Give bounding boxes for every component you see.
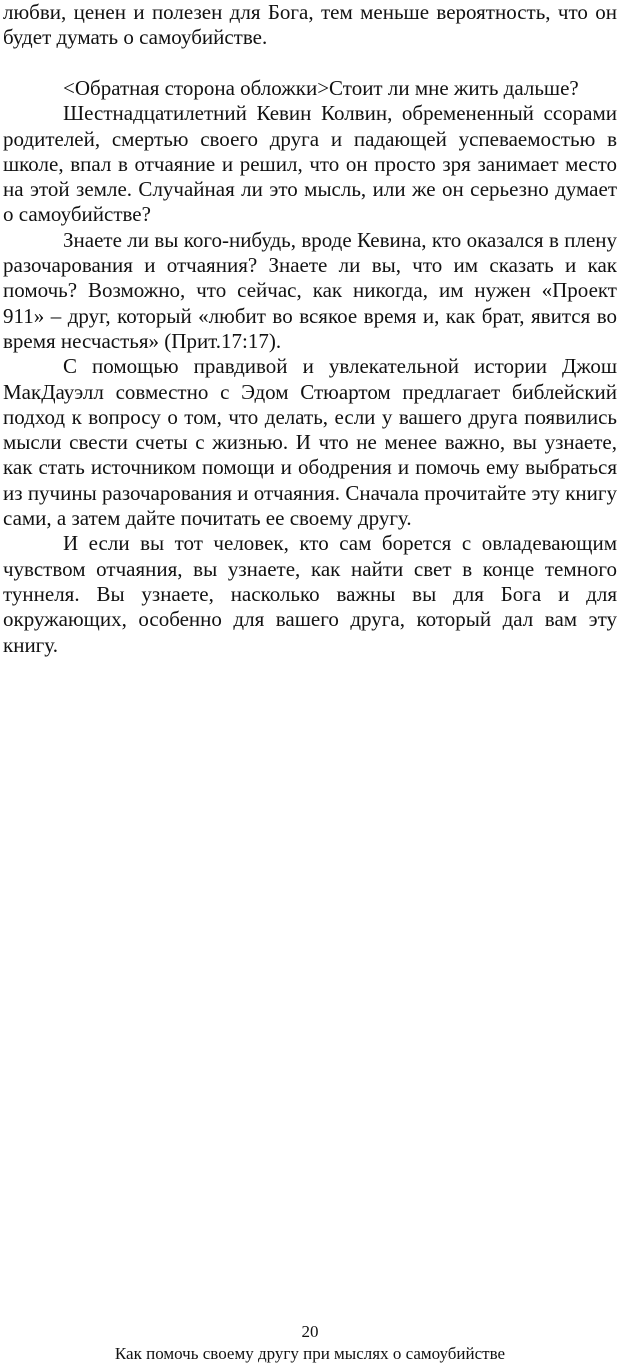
running-footer-title: Как помочь своему другу при мыслях о самоубийстве	[114, 1344, 506, 1363]
paragraph-story: С помощью правдивой и увлекательной истории Джош МакДауэлл совместно с Эдом Стюартом предлагает библейский подход к вопросу о том, что делать, если у вашего друга появились мысли свести счеты с жизнью. И что не менее важно, вы узнаете, как стать источником помощи и ободрения и помочь ему выбраться из пучины разочарования и отчаяния. Сначала прочитайте эту книгу сами, а затем дайте почитать ее своему другу.	[3, 354, 617, 531]
paragraph-know-anyone: Знаете ли вы кого-нибудь, вроде Кевина, кто оказался в плену разочарования и отчаяния? Знаете ли вы, что им сказать и как помочь? Возможно, что сейчас, как никогда, им нужен «Проект 911» – друг, который «любит во всякое время и, как брат, явится во время несчастья» (Прит.17:17).	[3, 227, 617, 353]
intro-text-block	[3, 0, 617, 51]
page-number: 20	[301, 1322, 319, 1341]
paragraph-kevin: Шестнадцатилетний Кевин Колвин, обремененный ссорами родителей, смертью своего друга и падающей успеваемостью в школе, впал в отчаяние и решил, что он просто зря занимает место на этой земле. Случайная ли это мысль, или же он серьезно думает о самоубийстве?	[3, 101, 617, 227]
intro-paragraph: любви, ценен и полезен для Бога, тем меньше вероятность, что он будет думать о самоубийстве.	[3, 0, 617, 50]
paragraph-if-you: И если вы тот человек, кто сам борется с овладевающим чувством отчаяния, вы узнаете, как найти свет в конце темного туннеля. Вы узнаете, насколько важны вы для Бога и для окружающих, особенно для вашего друга, который дал вам эту книгу.	[3, 531, 617, 657]
paragraph-back-cover-heading: <Обратная сторона обложки>Стоит ли мне жить дальше?	[63, 76, 579, 100]
body-text-block	[3, 76, 617, 658]
